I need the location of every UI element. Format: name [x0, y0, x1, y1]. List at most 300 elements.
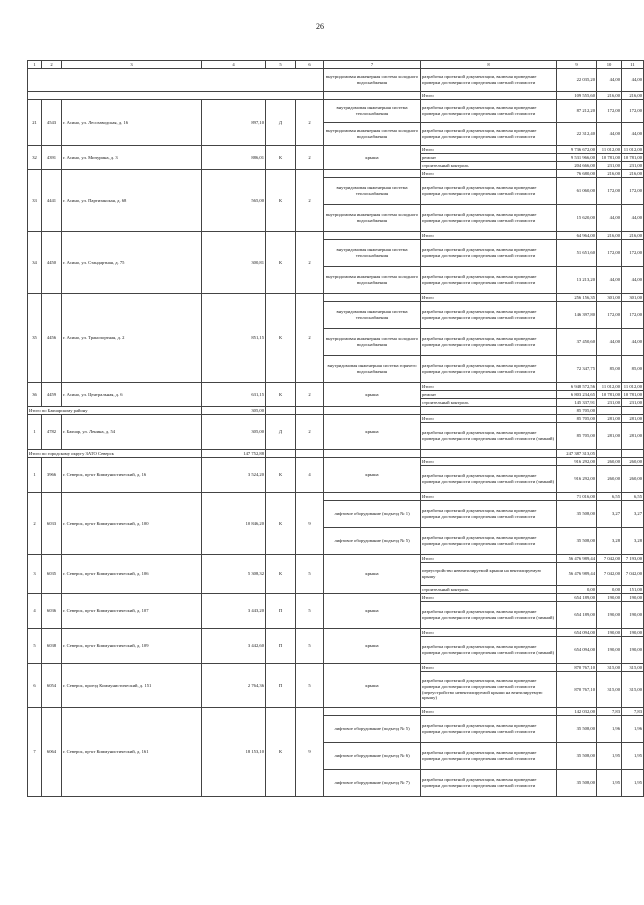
col-header: 4: [202, 61, 266, 69]
sum: 35 508,00: [557, 528, 597, 555]
unit-cost: 7 042,00: [597, 563, 622, 586]
address: г. Северск, пр-кт Коммунистический, д. 107: [62, 594, 202, 629]
row-number: 1: [28, 458, 42, 493]
floors: 9: [296, 493, 324, 555]
sum: 145 337,91: [557, 399, 597, 407]
sum: 22 035,20: [557, 69, 597, 92]
work-desc: разработка проектной документации, включая проведение проверки достоверности определения сметной стоимости: [421, 240, 557, 267]
unit-cost: 11 012,00: [597, 146, 622, 154]
work-desc: разработка проектной документации, включая проведение проверки достоверности определения сметной стоимости: [421, 205, 557, 232]
page-number: 26: [316, 22, 324, 31]
col-header: 5: [266, 61, 296, 69]
work-desc: разработка проектной документации, включая проведение проверки достоверности определения сметной стоимости (зимний): [421, 466, 557, 493]
col-header: 8: [421, 61, 557, 69]
work-type: крыша: [324, 458, 421, 493]
work-desc: ремонт: [421, 391, 557, 399]
area: 565,00: [202, 170, 266, 232]
work-desc: разработка проектной документации, включая проведение проверки достоверности определения сметной стоимости: [421, 123, 557, 146]
house-class: П: [266, 629, 296, 664]
capital-repair-table: [27, 60, 644, 797]
max-cost: 231,00: [622, 399, 644, 407]
work-desc: разработка проектной документации, включая проведение проверки достоверности определения сметной стоимости: [421, 100, 557, 123]
row-number: 34: [28, 232, 42, 294]
row-number: 21: [28, 100, 42, 146]
address: г. Асино, ул. Центральная, д. 6: [62, 383, 202, 407]
house-id: 4543: [42, 100, 62, 146]
sum: 37 450,60: [557, 329, 597, 356]
house-class: К: [266, 555, 296, 594]
total-label: Итого: [421, 594, 557, 602]
house-id: 6033: [42, 493, 62, 555]
max-cost: 301,00: [622, 294, 644, 302]
total-label: Итого: [421, 170, 557, 178]
work-desc: переустройство невентилируемой крыши на вентилируемую крышу: [421, 563, 557, 586]
unit-cost: 190,00: [597, 594, 622, 602]
work-desc: разработка проектной документации, включая проведение проверки достоверности определения сметной стоимости (зимний): [421, 423, 557, 450]
header-row: [28, 61, 644, 69]
max-cost: 281,00: [622, 423, 644, 450]
table-row: [28, 415, 644, 423]
house-id: 3966: [42, 458, 62, 493]
area: 3 443,20: [202, 594, 266, 629]
work-desc: ремонт: [421, 154, 557, 162]
sum: 870 767,10: [557, 672, 597, 708]
area: 147 752,88: [202, 450, 266, 458]
house-class: К: [266, 383, 296, 407]
work-desc: разработка проектной документации, включая проведение проверки достоверности определения сметной стоимости: [421, 743, 557, 770]
col-header: 3: [62, 61, 202, 69]
work-desc: разработка проектной документации, включая проведение проверки достоверности определения сметной стоимости: [421, 69, 557, 92]
unit-cost: 44,00: [597, 123, 622, 146]
work-desc: строительный контроль: [421, 586, 557, 594]
floors: 2: [296, 146, 324, 170]
max-cost: 1,95: [622, 770, 644, 797]
max-cost: 315,00: [622, 664, 644, 672]
max-cost: 7 193,00: [622, 555, 644, 563]
sum: 109 555,60: [557, 92, 597, 100]
district-total-label: Итого по Бакчарскому району: [28, 407, 202, 415]
work-type: крыша: [324, 415, 421, 450]
work-type: внутридомовая инженерная система теплоснабжения: [324, 240, 421, 267]
sum: 204 666,00: [557, 162, 597, 170]
work-type: крыша: [324, 629, 421, 664]
table-row: [28, 232, 644, 240]
unit-cost: 172,00: [597, 178, 622, 205]
work-desc: разработка проектной документации, включая проведение проверки достоверности определения сметной стоимости: [421, 178, 557, 205]
floors: 2: [296, 294, 324, 383]
work-type: лифтовое оборудование (подъезд № 7): [324, 770, 421, 797]
unit-cost: 1,95: [597, 770, 622, 797]
address: г. Асино, ул. Стандартная, д. 75: [62, 232, 202, 294]
max-cost: 172,00: [622, 302, 644, 329]
max-cost: 7 042,00: [622, 563, 644, 586]
max-cost: 6,55: [622, 493, 644, 501]
col-header: 11: [622, 61, 644, 69]
work-type: лифтовое оборудование (подъезд № 6): [324, 743, 421, 770]
area: 3 524,20: [202, 458, 266, 493]
floors: 2: [296, 383, 324, 407]
max-cost: 172,00: [622, 178, 644, 205]
area: 3 442,60: [202, 629, 266, 664]
unit-cost: 44,00: [597, 69, 622, 92]
col-header: 6: [296, 61, 324, 69]
sum: 654 189,00: [557, 602, 597, 629]
row-number: 36: [28, 383, 42, 407]
unit-cost: 172,00: [597, 100, 622, 123]
work-desc: разработка проектной документации, включая проведение проверки достоверности определения сметной стоимости: [421, 356, 557, 383]
address: г. Асино, ул. Транспортная, д. 2: [62, 294, 202, 383]
house-class: К: [266, 146, 296, 170]
work-desc: разработка проектной документации, включая проведение проверки достоверности определения сметной стоимости: [421, 501, 557, 528]
max-cost: 315,00: [622, 672, 644, 708]
max-cost: 10 781,00: [622, 154, 644, 162]
area: 897,10: [202, 100, 266, 146]
max-cost: 172,00: [622, 240, 644, 267]
unit-cost: 216,00: [597, 170, 622, 178]
row-number: 32: [28, 146, 42, 170]
table-row: [28, 92, 644, 100]
work-type: лифтовое оборудование (подъезд № 1): [324, 501, 421, 528]
unit-cost: 85,00: [597, 356, 622, 383]
sum: 76 680,00: [557, 170, 597, 178]
max-cost: 216,00: [622, 92, 644, 100]
table-row: [28, 493, 644, 501]
sum: 916 292,00: [557, 466, 597, 493]
table-row: [28, 146, 644, 154]
house-class: Д: [266, 415, 296, 450]
table-row: [28, 555, 644, 563]
sum: 0,00: [557, 586, 597, 594]
unit-cost: 3,27: [597, 501, 622, 528]
work-desc: разработка проектной документации, включая проведение проверки достоверности определения сметной стоимости: [421, 329, 557, 356]
house-class: К: [266, 232, 296, 294]
max-cost: 44,00: [622, 123, 644, 146]
max-cost: 44,00: [622, 329, 644, 356]
total-label: Итого: [421, 383, 557, 391]
floors: 5: [296, 629, 324, 664]
row-number: 33: [28, 170, 42, 232]
sum: 61 060,00: [557, 178, 597, 205]
total-label: Итого: [421, 146, 557, 154]
unit-cost: 301,00: [597, 294, 622, 302]
district-total-row: [28, 450, 644, 458]
house-id: 6054: [42, 664, 62, 708]
work-desc: разработка проектной документации, включая проведение проверки достоверности определения сметной стоимости: [421, 770, 557, 797]
house-class: П: [266, 594, 296, 629]
sum: 870 767,10: [557, 664, 597, 672]
address: г. Асино, ул. Мичурина, д. 3: [62, 146, 202, 170]
sum: 142 032,00: [557, 708, 597, 716]
total-label: Итого: [421, 493, 557, 501]
floors: 2: [296, 415, 324, 450]
sum: 654 189,00: [557, 594, 597, 602]
area: 305,00: [202, 407, 266, 415]
table-row: [28, 664, 644, 672]
floors: 5: [296, 594, 324, 629]
sum: 247 387 313,05: [557, 450, 597, 458]
unit-cost: 190,00: [597, 629, 622, 637]
sum: 56 476 989,44: [557, 563, 597, 586]
work-type: внутридомовая инженерная система теплоснабжения: [324, 178, 421, 205]
max-cost: 11 012,00: [622, 383, 644, 391]
unit-cost: 0,00: [597, 586, 622, 594]
house-class: К: [266, 493, 296, 555]
max-cost: 1,95: [622, 743, 644, 770]
area: 10 846,20: [202, 493, 266, 555]
table-row: [28, 458, 644, 466]
work-desc: разработка проектной документации, включая проведение проверки достоверности определения сметной стоимости (переустройство невентилируемой крыши на вентилируемую крышу): [421, 672, 557, 708]
sum: 6 948 572,56: [557, 383, 597, 391]
address: г. Северск, проезд Коммунистический, д. 151: [62, 664, 202, 708]
unit-cost: 281,00: [597, 415, 622, 423]
sum: 13 213,20: [557, 267, 597, 294]
total-label: Итого: [421, 555, 557, 563]
floors: 2: [296, 170, 324, 232]
sum: 6 803 234,65: [557, 391, 597, 399]
unit-cost: 216,00: [597, 92, 622, 100]
sum: 35 508,00: [557, 716, 597, 743]
district-total-row: [28, 407, 644, 415]
address: г. Северск, пр-кт Коммунистический, д. 109: [62, 629, 202, 664]
work-type: крыша: [324, 664, 421, 708]
table-row: [28, 629, 644, 637]
unit-cost: 172,00: [597, 240, 622, 267]
sum: 9 531 966,00: [557, 154, 597, 162]
unit-cost: 3,28: [597, 528, 622, 555]
max-cost: 190,00: [622, 629, 644, 637]
sum: 654 094,00: [557, 629, 597, 637]
address: г. Северск, пр-кт Коммунистический, д. 16: [62, 458, 202, 493]
unit-cost: 1,95: [597, 743, 622, 770]
total-label: Итого: [421, 629, 557, 637]
total-label: Итого: [421, 294, 557, 302]
total-label: Итого: [421, 458, 557, 466]
unit-cost: 44,00: [597, 267, 622, 294]
max-cost: 85,00: [622, 356, 644, 383]
max-cost: 44,00: [622, 267, 644, 294]
address: г. Северск, пр-кт Коммунистический, д. 100: [62, 493, 202, 555]
house-class: К: [266, 294, 296, 383]
area: 300,81: [202, 232, 266, 294]
unit-cost: 44,00: [597, 205, 622, 232]
col-header: 7: [324, 61, 421, 69]
unit-cost: 10 781,00: [597, 154, 622, 162]
work-type: лифтовое оборудование (подъезд № 5): [324, 528, 421, 555]
unit-cost: 44,00: [597, 329, 622, 356]
sum: 916 292,00: [557, 458, 597, 466]
house-class: Д: [266, 100, 296, 146]
work-type: внутридомовая инженерная система горячего водоснабжения: [324, 356, 421, 383]
max-cost: 190,00: [622, 594, 644, 602]
work-type: внутридомовая инженерная система холодного водоснабжения: [324, 69, 421, 92]
work-type: крыша: [324, 146, 421, 170]
col-header: 9: [557, 61, 597, 69]
sum: 146 397,80: [557, 302, 597, 329]
sum: 9 736 672,00: [557, 146, 597, 154]
table-row: [28, 383, 644, 391]
work-type: внутридомовая инженерная система холодного водоснабжения: [324, 329, 421, 356]
row-number: 5: [28, 629, 42, 664]
max-cost: 172,00: [622, 100, 644, 123]
floors: 9: [296, 708, 324, 797]
sum: 35 508,00: [557, 770, 597, 797]
house-id: 6038: [42, 629, 62, 664]
area: 631,15: [202, 383, 266, 407]
max-cost: 44,00: [622, 205, 644, 232]
work-type: внутридомовая инженерная система холодного водоснабжения: [324, 267, 421, 294]
max-cost: 151,00: [622, 586, 644, 594]
work-desc: разработка проектной документации, включая проведение проверки достоверности определения сметной стоимости: [421, 267, 557, 294]
sum: 64 964,00: [557, 232, 597, 240]
unit-cost: 190,00: [597, 637, 622, 664]
address: г. Асино, ул. Партизанская, д. 68: [62, 170, 202, 232]
area: 886,01: [202, 146, 266, 170]
floors: 2: [296, 100, 324, 146]
sum: 85 705,00: [557, 415, 597, 423]
sum: 35 508,00: [557, 743, 597, 770]
max-cost: 1,96: [622, 716, 644, 743]
work-type: лифтовое оборудование (подъезд № 5): [324, 716, 421, 743]
row-number: 1: [28, 415, 42, 450]
area: 305,00: [202, 415, 266, 450]
row-number: 3: [28, 555, 42, 594]
work-type: крыша: [324, 383, 421, 407]
house-class: П: [266, 664, 296, 708]
unit-cost: 315,00: [597, 672, 622, 708]
address: г. Северск, пр-кт Коммунистический, д. 161: [62, 708, 202, 797]
floors: 4: [296, 458, 324, 493]
unit-cost: 315,00: [597, 664, 622, 672]
address: г. Северск, пр-кт Коммунистический, д. 106: [62, 555, 202, 594]
unit-cost: 260,00: [597, 466, 622, 493]
house-id: 6064: [42, 708, 62, 797]
table-row: [28, 294, 644, 302]
row-number: 7: [28, 708, 42, 797]
district-total-label: Итого по городскому округу ЗАТО Северск: [28, 450, 202, 458]
sum: 85 705,00: [557, 407, 597, 415]
sum: 71 016,00: [557, 493, 597, 501]
address: г. Асино, ул. Лесозаводская, д. 16: [62, 100, 202, 146]
unit-cost: 7 042,00: [597, 555, 622, 563]
table-row: [28, 170, 644, 178]
col-header: 2: [42, 61, 62, 69]
work-type: внутридомовая инженерная система теплоснабжения: [324, 302, 421, 329]
floors: 5: [296, 555, 324, 594]
table-row: [28, 594, 644, 602]
max-cost: 10 781,00: [622, 391, 644, 399]
work-type: крыша: [324, 555, 421, 594]
area: 18 153,10: [202, 708, 266, 797]
work-desc: разработка проектной документации, включая проведение проверки достоверности определения сметной стоимости: [421, 302, 557, 329]
max-cost: 44,00: [622, 69, 644, 92]
area: 851,15: [202, 294, 266, 383]
row-number: 4: [28, 594, 42, 629]
work-type: внутридомовая инженерная система холодного водоснабжения: [324, 205, 421, 232]
house-id: 4782: [42, 415, 62, 450]
max-cost: 260,00: [622, 458, 644, 466]
area: 5 308,32: [202, 555, 266, 594]
house-class: К: [266, 708, 296, 797]
sum: 35 508,00: [557, 501, 597, 528]
max-cost: 281,00: [622, 415, 644, 423]
unit-cost: 172,00: [597, 302, 622, 329]
sum: 256 156,35: [557, 294, 597, 302]
sum: 22 312,40: [557, 123, 597, 146]
unit-cost: 1,96: [597, 716, 622, 743]
table-row: [28, 69, 644, 92]
sum: 15 620,00: [557, 205, 597, 232]
work-desc: разработка проектной документации, включая проведение проверки достоверности определения сметной стоимости (зимний): [421, 602, 557, 629]
max-cost: 11 012,00: [622, 146, 644, 154]
area: 2 764,36: [202, 664, 266, 708]
work-type: внутридомовая инженерная система теплоснабжения: [324, 100, 421, 123]
floors: 2: [296, 232, 324, 294]
house-id: 4441: [42, 170, 62, 232]
max-cost: 3,27: [622, 501, 644, 528]
max-cost: 260,00: [622, 466, 644, 493]
work-desc: строительный контроль: [421, 162, 557, 170]
total-label: Итого: [421, 708, 557, 716]
house-id: 6035: [42, 555, 62, 594]
sum: 72 347,75: [557, 356, 597, 383]
max-cost: 216,00: [622, 232, 644, 240]
unit-cost: 11 012,00: [597, 383, 622, 391]
work-desc: разработка проектной документации, включая проведение проверки достоверности определения сметной стоимости (зимний): [421, 637, 557, 664]
table-row: [28, 100, 644, 123]
sum: 56 476 989,44: [557, 555, 597, 563]
unit-cost: 260,00: [597, 458, 622, 466]
sum: 51 651,60: [557, 240, 597, 267]
unit-cost: 7,83: [597, 708, 622, 716]
total-label: Итого: [421, 664, 557, 672]
work-desc: разработка проектной документации, включая проведение проверки достоверности определения сметной стоимости: [421, 528, 557, 555]
house-class: К: [266, 170, 296, 232]
work-desc: разработка проектной документации, включая проведение проверки достоверности определения сметной стоимости: [421, 716, 557, 743]
work-type: крыша: [324, 594, 421, 629]
max-cost: 190,00: [622, 637, 644, 664]
max-cost: 190,00: [622, 602, 644, 629]
max-cost: 231,00: [622, 162, 644, 170]
house-id: 6036: [42, 594, 62, 629]
total-label: Итого: [421, 232, 557, 240]
unit-cost: 10 781,00: [597, 391, 622, 399]
unit-cost: 281,00: [597, 423, 622, 450]
address: г. Бакчар, ул. Ленина, д. 54: [62, 415, 202, 450]
house-id: 4459: [42, 383, 62, 407]
max-cost: 7,83: [622, 708, 644, 716]
max-cost: 216,00: [622, 170, 644, 178]
col-header: 10: [597, 61, 622, 69]
row-number: 6: [28, 664, 42, 708]
max-cost: 3,28: [622, 528, 644, 555]
row-number: 2: [28, 493, 42, 555]
total-label: Итого: [421, 415, 557, 423]
work-desc: строительный контроль: [421, 399, 557, 407]
unit-cost: 231,00: [597, 162, 622, 170]
unit-cost: 231,00: [597, 399, 622, 407]
house-id: 4456: [42, 294, 62, 383]
unit-cost: 190,00: [597, 602, 622, 629]
house-id: 4450: [42, 232, 62, 294]
sum: 85 705,00: [557, 423, 597, 450]
table-row: [28, 708, 644, 716]
unit-cost: 216,00: [597, 232, 622, 240]
row-number: 35: [28, 294, 42, 383]
total-label: Итого: [421, 92, 557, 100]
house-id: 4391: [42, 146, 62, 170]
floors: 5: [296, 664, 324, 708]
unit-cost: 6,55: [597, 493, 622, 501]
